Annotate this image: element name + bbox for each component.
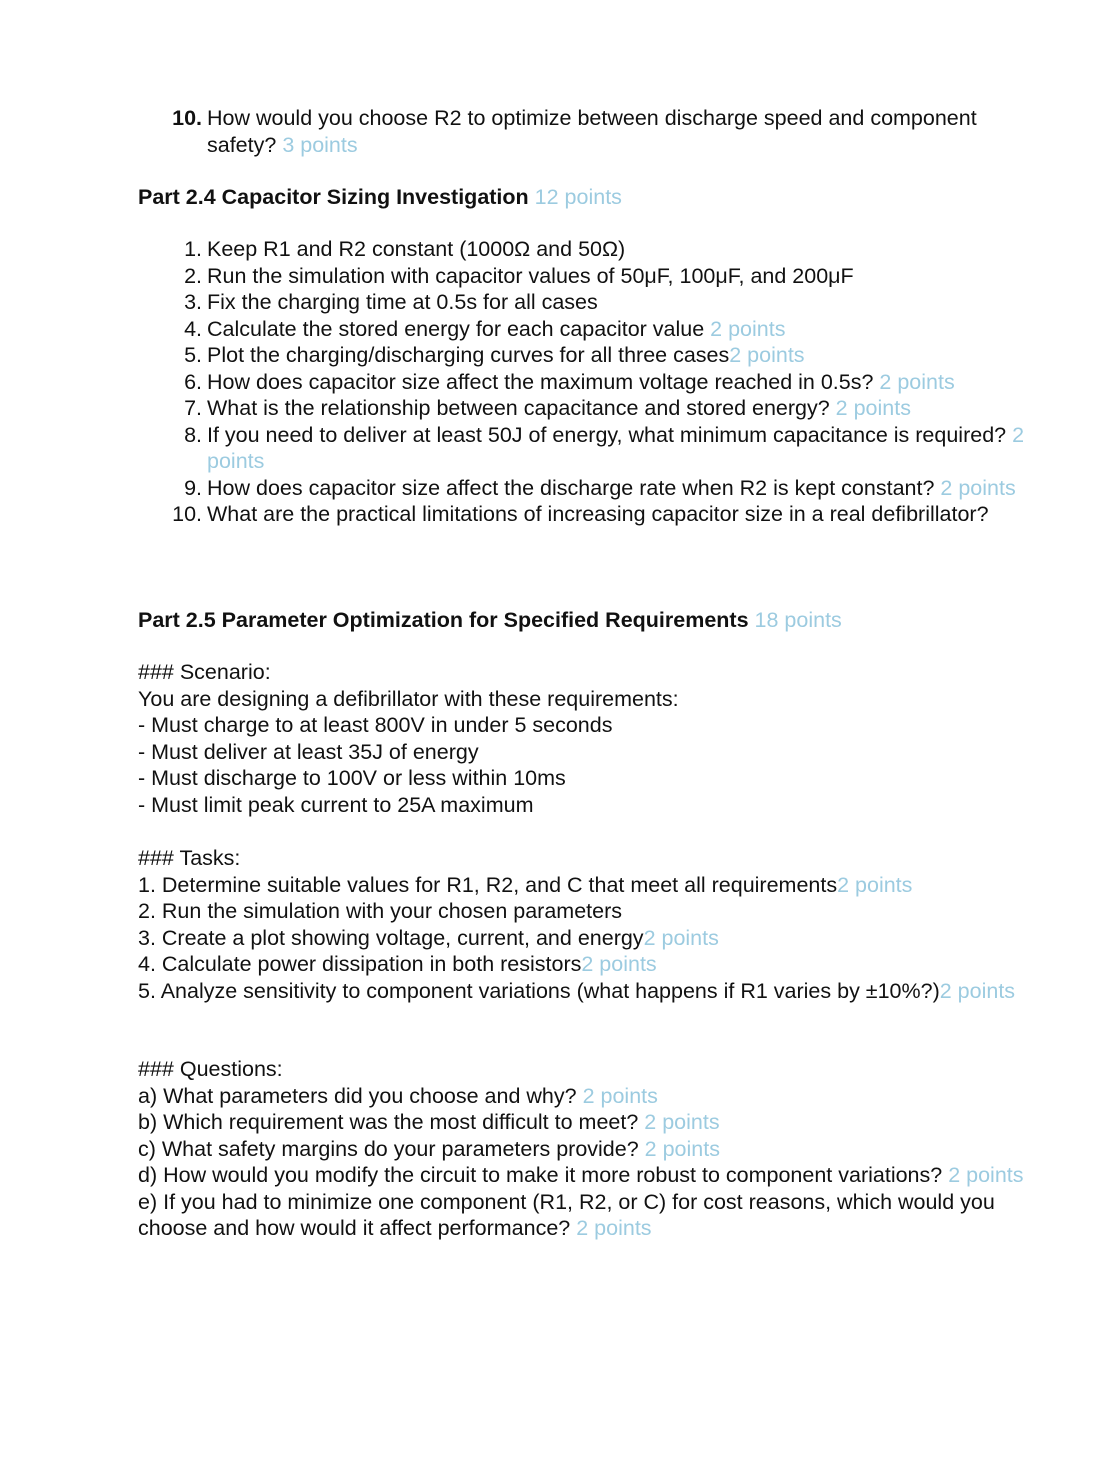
list-item-text: Calculate the stored energy for each capacitor value bbox=[207, 316, 711, 341]
list-item-text: Plot the charging/discharging curves for all three cases bbox=[207, 343, 730, 367]
question-text: d) How would you modify the circuit to make it more robust to component variations? bbox=[138, 1163, 949, 1187]
points-label: 18 points bbox=[754, 608, 842, 632]
task-item bbox=[138, 978, 1028, 1005]
task-item bbox=[138, 872, 1028, 899]
list-item-number: 7. bbox=[184, 396, 202, 420]
points-label: 2 points bbox=[939, 978, 1016, 1003]
list-item bbox=[0, 105, 1120, 158]
list-item-text: Keep R1 and R2 constant (1000Ω and 50Ω) bbox=[207, 237, 626, 261]
points-label: 2 points bbox=[879, 369, 955, 394]
list-item bbox=[0, 369, 1120, 396]
list-item-number: 5. bbox=[184, 343, 202, 367]
list-item bbox=[0, 263, 1120, 290]
task-item bbox=[138, 951, 1028, 978]
question-text: b) Which requirement was the most difficult to meet? bbox=[138, 1110, 645, 1134]
capacitor-steps-list bbox=[0, 236, 1120, 528]
list-item bbox=[0, 395, 1120, 422]
list-item bbox=[0, 501, 1120, 528]
scenario-intro: You are designing a defibrillator with these requirements: bbox=[138, 686, 679, 711]
tasks-heading: ### Tasks: bbox=[138, 846, 241, 870]
points-label: 2 points bbox=[207, 422, 1025, 473]
list-item-number: 10. bbox=[172, 502, 202, 526]
question-item bbox=[138, 1189, 1028, 1242]
top-question-list bbox=[0, 105, 1120, 158]
list-item bbox=[0, 316, 1120, 343]
task-text: 3. Create a plot showing voltage, current, and energy bbox=[138, 925, 644, 950]
task-item bbox=[138, 925, 1028, 952]
question-item bbox=[138, 1109, 1028, 1136]
list-item-number: 2. bbox=[184, 263, 202, 288]
task-text: 5. Analyze sensitivity to component variations (what happens if R1 varies by ±10%?) bbox=[138, 978, 940, 1003]
tasks-block bbox=[138, 845, 1028, 1004]
task-text: 2. Run the simulation with your chosen parameters bbox=[138, 899, 622, 923]
section-heading-2-4 bbox=[138, 184, 622, 211]
points-label: 2 points bbox=[582, 1083, 658, 1108]
list-item bbox=[0, 236, 1120, 263]
section-title: Part 2.4 Capacitor Sizing Investigation bbox=[138, 185, 529, 209]
points-label: 2 points bbox=[644, 1136, 720, 1161]
list-item-number: 1. bbox=[184, 237, 202, 261]
list-item-text: How does capacitor size affect the maximum voltage reached in 0.5s? bbox=[207, 369, 880, 394]
requirement-item: - Must charge to at least 800V in under 5 seconds bbox=[138, 713, 613, 737]
requirement-item: - Must limit peak current to 25A maximum bbox=[138, 792, 534, 817]
list-item-text: Run the simulation with capacitor values of 50μF, 100μF, and 200μF bbox=[207, 263, 854, 288]
question-item bbox=[138, 1136, 1028, 1163]
question-text: c) What safety margins do your parameters provide? bbox=[138, 1136, 645, 1161]
list-item-text: What is the relationship between capacitance and stored energy? bbox=[207, 396, 836, 420]
list-item-number: 4. bbox=[184, 316, 202, 341]
questions-block bbox=[138, 1056, 1028, 1242]
list-item-text: If you need to deliver at least 50J of energy, what minimum capacitance is required? bbox=[207, 422, 1013, 447]
section-heading-2-5 bbox=[138, 607, 842, 634]
question-item bbox=[138, 1083, 1028, 1110]
list-item-number: 8. bbox=[184, 422, 202, 447]
requirement-item: - Must deliver at least 35J of energy bbox=[138, 739, 479, 764]
list-item-number: 9. bbox=[184, 475, 202, 500]
list-item-text: Fix the charging time at 0.5s for all cases bbox=[207, 290, 598, 314]
points-label: 2 points bbox=[576, 1216, 652, 1240]
scenario-heading: ### Scenario: bbox=[138, 660, 271, 684]
section-title: Part 2.5 Parameter Optimization for Specified Requirements bbox=[138, 608, 749, 632]
question-item bbox=[138, 1162, 1028, 1189]
list-item-text: How does capacitor size affect the discharge rate when R2 is kept constant? bbox=[207, 475, 941, 500]
points-label: 2 points bbox=[835, 396, 911, 420]
question-text: e) If you had to minimize one component (R1, R2, or C) for cost reasons, which would you choose and how would it affect performance? bbox=[138, 1189, 995, 1240]
scenario-block bbox=[138, 659, 1028, 818]
task-text: 4. Calculate power dissipation in both resistors bbox=[138, 952, 582, 976]
questions-heading: ### Questions: bbox=[138, 1057, 283, 1081]
task-item bbox=[138, 898, 1028, 925]
points-label: 12 points bbox=[534, 185, 622, 209]
list-item bbox=[0, 475, 1120, 502]
list-item bbox=[0, 289, 1120, 316]
points-label: 2 points bbox=[940, 475, 1016, 500]
list-item-text: What are the practical limitations of increasing capacitor size in a real defibrillator? bbox=[207, 502, 989, 526]
list-item-number: 10. bbox=[172, 106, 202, 130]
list-item bbox=[0, 342, 1120, 369]
points-label: 2 points bbox=[948, 1163, 1024, 1187]
points-label: 2 points bbox=[644, 1110, 720, 1134]
points-label: 2 points bbox=[581, 952, 657, 976]
points-label: 3 points bbox=[282, 132, 358, 157]
list-item bbox=[0, 422, 1120, 475]
points-label: 2 points bbox=[710, 316, 786, 341]
points-label: 2 points bbox=[729, 343, 805, 367]
list-item-number: 6. bbox=[184, 369, 202, 394]
question-text: a) What parameters did you choose and why? bbox=[138, 1083, 583, 1108]
points-label: 2 points bbox=[643, 925, 719, 950]
list-item-number: 3. bbox=[184, 290, 202, 314]
list-item-text: How would you choose R2 to optimize between discharge speed and component safety? bbox=[207, 106, 977, 157]
task-text: 1. Determine suitable values for R1, R2, and C that meet all requirements bbox=[138, 872, 838, 897]
requirement-item: - Must discharge to 100V or less within 10ms bbox=[138, 766, 566, 790]
points-label: 2 points bbox=[837, 872, 913, 897]
